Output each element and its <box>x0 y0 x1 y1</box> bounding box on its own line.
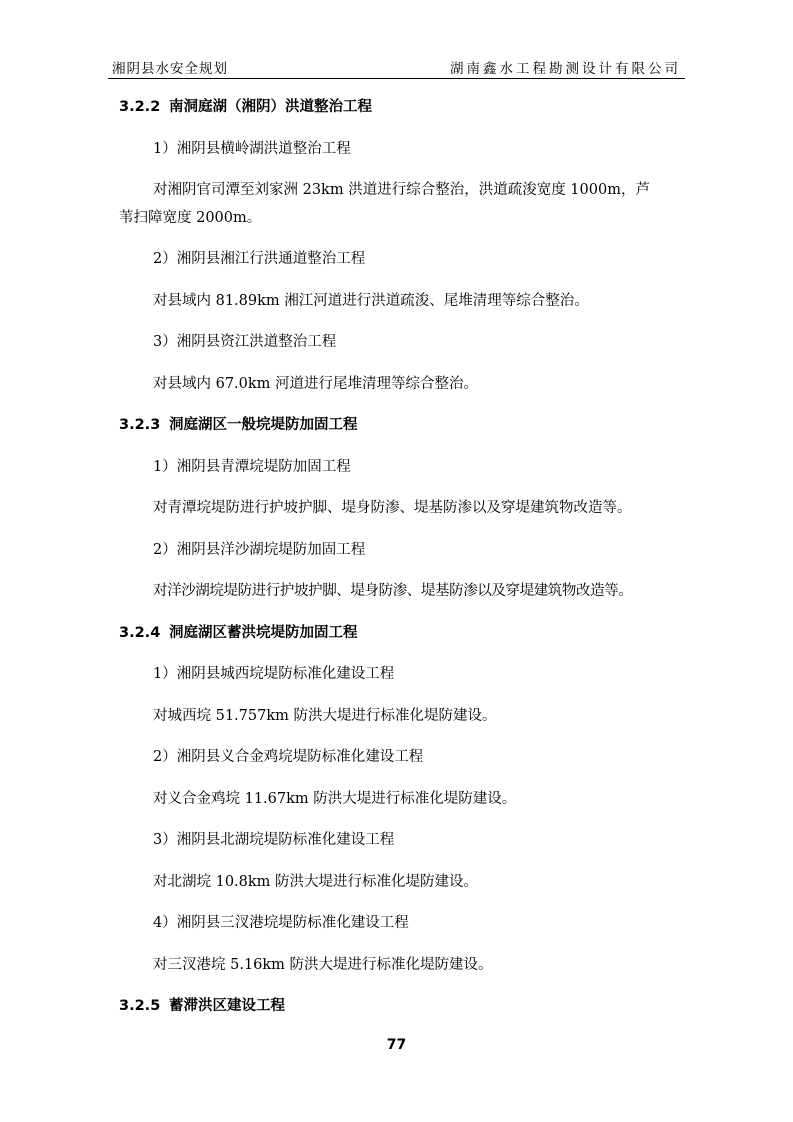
paragraph: 1）湘阴县城西垸堤防标准化建设工程 <box>153 666 395 682</box>
header-document-title: 湘阴县水安全规划 <box>112 61 228 77</box>
section-heading <box>119 93 675 135</box>
paragraph: 对青潭垸堤防进行护坡护脚、堤身防渗、堤基防渗以及穿堤建筑物改造等。 <box>153 500 632 516</box>
paragraph: 对义合金鸡垸 11.67km 防洪大堤进行标准化堤防建设。 <box>153 790 517 807</box>
paragraph: 1）湘阴县横岭湖洪道整治工程 <box>153 140 351 157</box>
section-title: 洞庭湖区一般垸堤防加固工程 <box>169 417 358 433</box>
paragraph: 2）湘阴县湘江行洪通道整治工程 <box>153 251 366 267</box>
section-heading <box>119 619 675 661</box>
section-title: 洞庭湖区蓄洪垸堤防加固工程 <box>169 624 358 641</box>
page-header <box>108 52 685 79</box>
section-number: 3.2.5 <box>119 998 161 1014</box>
section-number: 3.2.2 <box>119 99 161 115</box>
paragraph: 1）湘阴县青潭垸堤防加固工程 <box>153 458 351 475</box>
paragraph: 2）湘阴县义合金鸡垸堤防标准化建设工程 <box>153 749 424 765</box>
section-heading <box>119 992 675 1034</box>
paragraph: 3）湘阴县北湖垸堤防标准化建设工程 <box>153 832 395 848</box>
paragraph: 对北湖垸 10.8km 防洪大堤进行标准化堤防建设。 <box>153 873 479 890</box>
paragraph-line: 苇扫障宽度 2000m。 <box>119 210 262 226</box>
paragraph: 对城西垸 51.757km 防洪大堤进行标准化堤防建设。 <box>153 707 497 724</box>
page-number: 77 <box>386 1037 407 1053</box>
paragraph: 对三汊港垸 5.16km 防洪大堤进行标准化堤防建设。 <box>153 956 493 973</box>
paragraph-line: 对湘阴官司潭至刘家洲 23km 洪道进行综合整治，洪道疏浚宽度 1000m，芦 <box>153 182 650 198</box>
section-title: 南洞庭湖（湘阴）洪道整治工程 <box>169 99 372 115</box>
paragraph <box>119 176 675 232</box>
section-heading <box>119 411 675 453</box>
header-company-name: 湖南鑫水工程勘测设计有限公司 <box>450 61 681 77</box>
paragraph: 对洋沙湖垸堤防进行护坡护脚、堤身防渗、堤基防渗以及穿堤建筑物改造等。 <box>153 583 633 599</box>
paragraph: 4）湘阴县三汊港垸堤防标准化建设工程 <box>153 915 409 931</box>
page-body <box>119 93 675 1034</box>
paragraph: 2）湘阴县洋沙湖垸堤防加固工程 <box>153 541 366 558</box>
paragraph: 对县域内 67.0km 河道进行尾堆清理等综合整治。 <box>153 375 479 392</box>
section-title: 蓄滞洪区建设工程 <box>169 998 285 1014</box>
section-number: 3.2.4 <box>119 624 161 641</box>
paragraph: 对县域内 81.89km 湘江河道进行洪道疏浚、尾堆清理等综合整治。 <box>153 292 589 309</box>
paragraph: 3）湘阴县资江洪道整治工程 <box>153 334 337 350</box>
section-number: 3.2.3 <box>119 417 161 433</box>
